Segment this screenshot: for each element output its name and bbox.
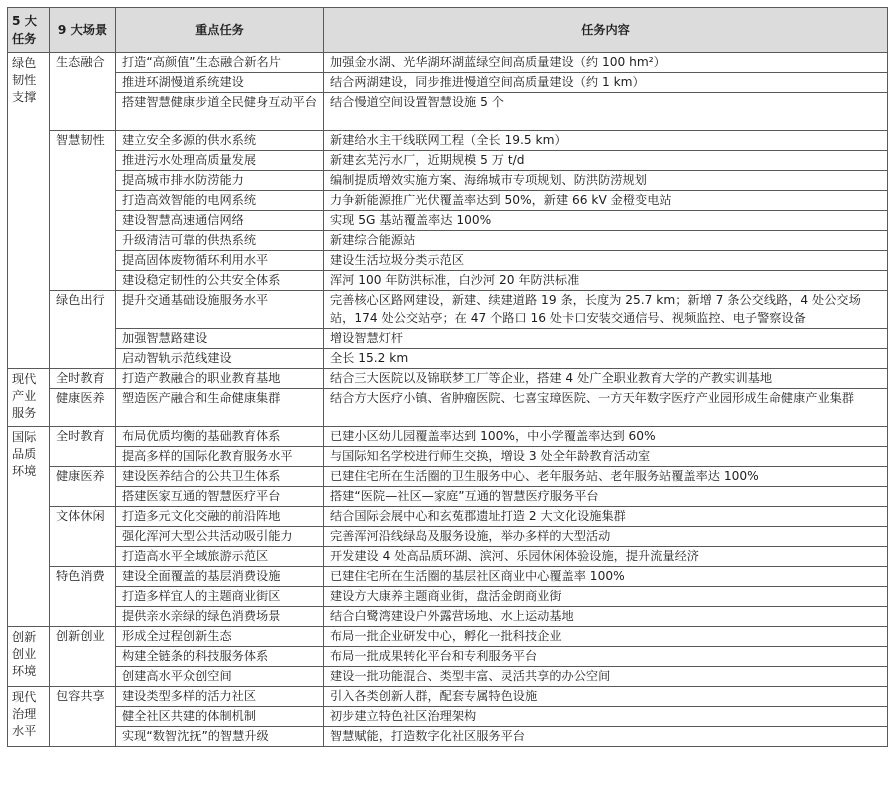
table-row	[8, 427, 888, 447]
key-task-cell: 打造“高颜值”生态融合新名片	[116, 53, 324, 73]
table-row	[8, 687, 888, 707]
major-task-cell: 现代治理水平	[8, 687, 50, 747]
task-content-cell: 与国际知名学校进行师生交换，增设 3 处全年龄教育活动室	[324, 447, 888, 467]
task-content-cell: 引入各类创新人群，配套专属特色设施	[324, 687, 888, 707]
table-row	[8, 291, 888, 329]
scene-cell: 健康医养	[50, 389, 116, 427]
key-task-cell: 推进污水处理高质量发展	[116, 151, 324, 171]
table-row	[8, 627, 888, 647]
task-content-cell: 搭建“医院—社区—家庭”互通的智慧医疗服务平台	[324, 487, 888, 507]
key-task-cell: 搭建医家互通的智慧医疗平台	[116, 487, 324, 507]
table-row	[8, 171, 888, 191]
task-content-cell: 结合白鹭湾建设户外露营场地、水上运动基地	[324, 607, 888, 627]
table-row	[8, 231, 888, 251]
key-task-cell: 建立安全多源的供水系统	[116, 131, 324, 151]
key-task-cell: 打造产教融合的职业教育基地	[116, 369, 324, 389]
table-row	[8, 271, 888, 291]
task-content-cell: 已建小区幼儿园覆盖率达到 100%，中小学覆盖率达到 60%	[324, 427, 888, 447]
key-task-cell: 形成全过程创新生态	[116, 627, 324, 647]
key-task-cell: 打造多元文化交融的前沿阵地	[116, 507, 324, 527]
header-scenes: 9 大场景	[50, 8, 116, 53]
key-task-cell: 建设全面覆盖的基层消费设施	[116, 567, 324, 587]
task-content-cell: 实现 5G 基站覆盖率达 100%	[324, 211, 888, 231]
scene-cell: 包容共享	[50, 687, 116, 747]
task-content-cell: 力争新能源推广光伏覆盖率达到 50%，新建 66 kV 金橙变电站	[324, 191, 888, 211]
task-table	[7, 7, 888, 747]
table-row	[8, 527, 888, 547]
key-task-cell: 升级清洁可靠的供热系统	[116, 231, 324, 251]
table-row	[8, 647, 888, 667]
task-content-cell: 建设一批功能混合、类型丰富、灵活共享的办公空间	[324, 667, 888, 687]
task-content-cell: 编制提质增效实施方案、海绵城市专项规划、防洪防涝规划	[324, 171, 888, 191]
table-row	[8, 667, 888, 687]
table-row	[8, 487, 888, 507]
table-row	[8, 587, 888, 607]
table-row	[8, 349, 888, 369]
key-task-cell: 实现“数智沈抚”的智慧升级	[116, 727, 324, 747]
task-content-cell: 完善核心区路网建设，新建、续建道路 19 条，长度为 25.7 km；新增 7 条公交线路，4 处公交场站，174 处公交站亭；在 47 个路口 16 处卡口安装交通信号、视频监控、电子警察设备	[324, 291, 888, 329]
table-row	[8, 547, 888, 567]
table-row	[8, 73, 888, 93]
table-row	[8, 727, 888, 747]
scene-cell: 健康医养	[50, 467, 116, 507]
task-content-cell: 初步建立特色社区治理架构	[324, 707, 888, 727]
scene-cell: 文体休闲	[50, 507, 116, 567]
task-content-cell: 布局一批成果转化平台和专利服务平台	[324, 647, 888, 667]
table-row	[8, 191, 888, 211]
table-row	[8, 369, 888, 389]
key-task-cell: 搭建智慧健康步道全民健身互动平台	[116, 93, 324, 131]
key-task-cell: 加强智慧路建设	[116, 329, 324, 349]
task-content-cell: 结合国际会展中心和玄菟郡遗址打造 2 大文化设施集群	[324, 507, 888, 527]
scene-cell: 绿色出行	[50, 291, 116, 369]
task-content-cell: 新建给水主干线联网工程（全长 19.5 km）	[324, 131, 888, 151]
table-row	[8, 467, 888, 487]
task-content-cell: 加强金水湖、光华湖环湖蓝绿空间高质量建设（约 100 hm²）	[324, 53, 888, 73]
task-content-cell: 布局一批企业研发中心，孵化一批科技企业	[324, 627, 888, 647]
major-task-cell: 创新创业环境	[8, 627, 50, 687]
table-row	[8, 211, 888, 231]
key-task-cell: 建设类型多样的活力社区	[116, 687, 324, 707]
task-content-cell: 已建住宅所在生活圈的卫生服务中心、老年服务站、老年服务站覆盖率达 100%	[324, 467, 888, 487]
task-content-cell: 增设智慧灯杆	[324, 329, 888, 349]
task-content-cell: 完善浑河沿线绿岛及服务设施，举办多样的大型活动	[324, 527, 888, 547]
scene-cell: 全时教育	[50, 369, 116, 389]
table-row	[8, 93, 888, 131]
task-content-cell: 浑河 100 年防洪标准，白沙河 20 年防洪标准	[324, 271, 888, 291]
key-task-cell: 构建全链条的科技服务体系	[116, 647, 324, 667]
major-task-cell: 国际品质环境	[8, 427, 50, 627]
table-row	[8, 151, 888, 171]
header-major-tasks: 5 大任务	[8, 8, 50, 53]
task-content-cell: 结合方大医疗小镇、省肿瘤医院、七喜宝璋医院、一方天年数字医疗产业园形成生命健康产业集群	[324, 389, 888, 427]
key-task-cell: 打造多样宜人的主题商业街区	[116, 587, 324, 607]
scene-cell: 全时教育	[50, 427, 116, 467]
table-body	[8, 53, 888, 747]
table-row	[8, 607, 888, 627]
major-task-cell: 绿色韧性支撑	[8, 53, 50, 369]
task-content-cell: 建设方大康养主题商业街，盘活金朗商业街	[324, 587, 888, 607]
key-task-cell: 提升交通基础设施服务水平	[116, 291, 324, 329]
key-task-cell: 建设医养结合的公共卫生体系	[116, 467, 324, 487]
key-task-cell: 提高多样的国际化教育服务水平	[116, 447, 324, 467]
header-key-tasks: 重点任务	[116, 8, 324, 53]
scene-cell: 创新创业	[50, 627, 116, 687]
table-row	[8, 53, 888, 73]
task-content-cell: 智慧赋能，打造数字化社区服务平台	[324, 727, 888, 747]
task-content-cell: 结合慢道空间设置智慧设施 5 个	[324, 93, 888, 131]
key-task-cell: 提供亲水亲绿的绿色消费场景	[116, 607, 324, 627]
task-content-cell: 已建住宅所在生活圈的基层社区商业中心覆盖率 100%	[324, 567, 888, 587]
key-task-cell: 提高城市排水防涝能力	[116, 171, 324, 191]
key-task-cell: 推进环湖慢道系统建设	[116, 73, 324, 93]
table-row	[8, 447, 888, 467]
major-task-cell: 现代产业服务	[8, 369, 50, 427]
table-row	[8, 329, 888, 349]
task-content-cell: 新建综合能源站	[324, 231, 888, 251]
table-row	[8, 707, 888, 727]
table-row	[8, 507, 888, 527]
key-task-cell: 布局优质均衡的基础教育体系	[116, 427, 324, 447]
header-row	[8, 8, 888, 53]
task-content-cell: 结合三大医院以及锦联梦工厂等企业，搭建 4 处广全职业教育大学的产教实训基地	[324, 369, 888, 389]
table-row	[8, 567, 888, 587]
key-task-cell: 创建高水平众创空间	[116, 667, 324, 687]
key-task-cell: 提高固体废物循环利用水平	[116, 251, 324, 271]
key-task-cell: 打造高水平全域旅游示范区	[116, 547, 324, 567]
header-task-content: 任务内容	[324, 8, 888, 53]
task-content-cell: 全长 15.2 km	[324, 349, 888, 369]
scene-cell: 智慧韧性	[50, 131, 116, 291]
task-content-cell: 建设生活垃圾分类示范区	[324, 251, 888, 271]
key-task-cell: 打造高效智能的电网系统	[116, 191, 324, 211]
scene-cell: 特色消费	[50, 567, 116, 627]
key-task-cell: 启动智轨示范线建设	[116, 349, 324, 369]
table-row	[8, 251, 888, 271]
scene-cell: 生态融合	[50, 53, 116, 131]
key-task-cell: 塑造医产融合和生命健康集群	[116, 389, 324, 427]
task-content-cell: 新建玄芜污水厂，近期规模 5 万 t/d	[324, 151, 888, 171]
key-task-cell: 建设稳定韧性的公共安全体系	[116, 271, 324, 291]
key-task-cell: 建设智慧高速通信网络	[116, 211, 324, 231]
table-row	[8, 389, 888, 427]
key-task-cell: 强化浑河大型公共活动吸引能力	[116, 527, 324, 547]
table-row	[8, 131, 888, 151]
task-content-cell: 结合两湖建设，同步推进慢道空间高质量建设（约 1 km）	[324, 73, 888, 93]
task-content-cell: 开发建设 4 处高品质环湖、滨河、乐园休闲体验设施，提升流量经济	[324, 547, 888, 567]
key-task-cell: 健全社区共建的体制机制	[116, 707, 324, 727]
